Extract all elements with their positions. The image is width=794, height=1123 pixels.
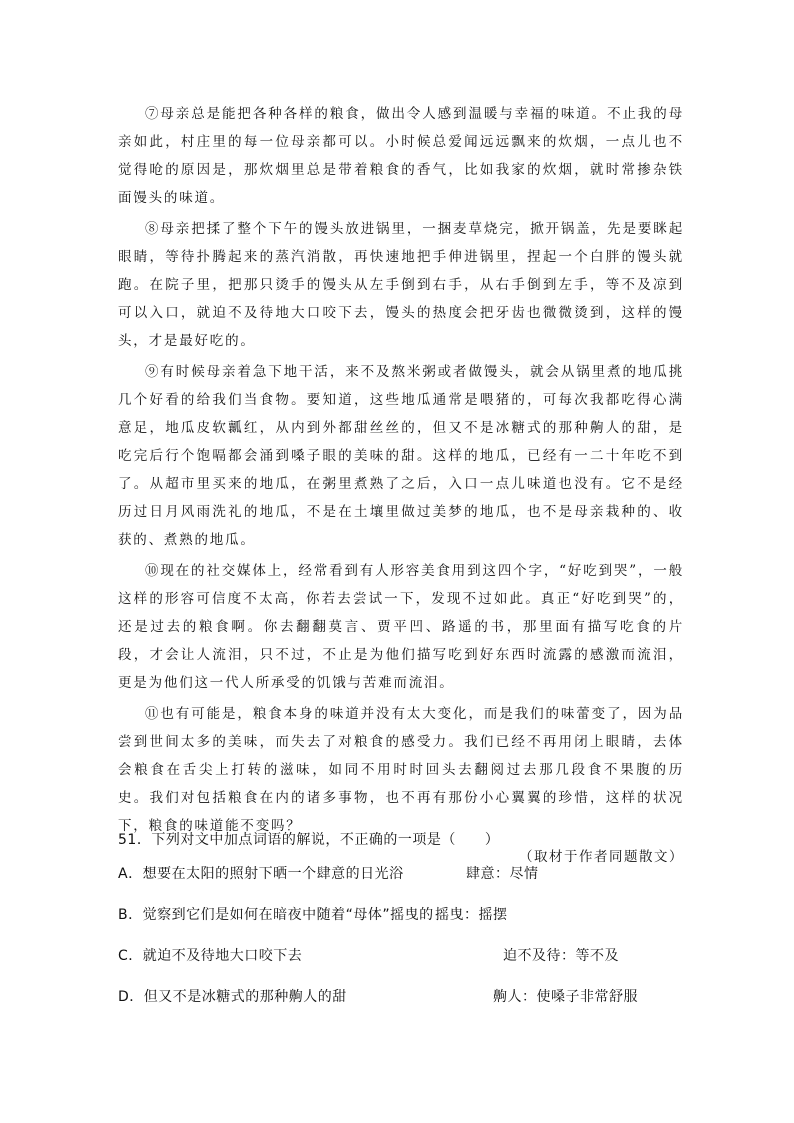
option-b (118, 895, 684, 936)
option-d (118, 977, 684, 1018)
option-c-gloss: 迫不及待：等不及 (503, 948, 619, 964)
option-a (118, 854, 684, 895)
paragraph-7: ⑦母亲总是能把各种各样的粮食，做出令人感到温暖与幸福的味道。不止我的母亲如此，村庄里的每一位母亲都可以。小时候总爱闻远远飘来的炊烟，一点儿也不觉得呛的原因是，那炊烟里总是带着粮食的香气，比如我家的炊烟，就时常掺杂铁面馒头的味道。 (118, 106, 684, 206)
option-a-gloss: 肆意：尽情 (466, 866, 539, 882)
paragraph-10: ⑩现在的社交媒体上，经常看到有人形容美食用到这四个字，“好吃到哭”，一般这样的形容可信度不太高，你若去尝试一下，发现不过如此。真正“好吃到哭”的，还是过去的粮食啊。你去翻翻莫言、贾平凹、路遥的书，那里面有描写吃食的片段，才会让人流泪，只不过，不止是为他们描写吃到好东西时流露的感激而流泪，更是为他们这一代人所承受的饥饿与苦难而流泪。 (118, 563, 684, 691)
option-c-text: C．就迫不及待地大口咬下去 (118, 948, 303, 964)
question-51 (118, 826, 684, 1018)
option-d-gloss: 齁人：使嗓子非常舒服 (493, 989, 638, 1005)
question-stem: 51．下列对文中加点词语的解说，不正确的一项是（ ） (118, 832, 500, 848)
option-d-text: D．但又不是冰糖式的那种齁人的甜 (118, 989, 347, 1005)
paragraph-11: ⑪也有可能是，粮食本身的味道并没有太大变化，而是我们的味蕾变了，因为品尝到世间太多的美味，而失去了对粮食的感受力。我们已经不再用闭上眼睛，去体会粮食在舌尖上打转的滋味，如同不用时时回头去翻阅过去那几段食不果腹的历史。我们对包括粮食在内的诸多事物，也不再有那份小心翼翼的珍惜，这样的状况下，粮食的味道能不变吗？ (118, 706, 684, 834)
paragraph-9: ⑨有时候母亲着急下地干活，来不及熬米粥或者做馒头，就会从锅里煮的地瓜挑几个好看的给我们当食物。要知道，这些地瓜通常是喂猪的，可每次我都吃得心满意足，地瓜皮软瓤红，从内到外都甜丝丝的，但又不是冰糖式的那种齁人的甜，是吃完后行个饱嗝都会涌到嗓子眼的美味的甜。这样的地瓜，已经有一二十年吃不到了。从超市里买来的地瓜，在粥里煮熟了之后，入口一点儿味道也没有。它不是经历过日月风雨洗礼的地瓜，不是在土壤里做过美梦的地瓜，也不是母亲栽种的、收获的、煮熟的地瓜。 (118, 364, 684, 548)
source-note: （取材于作者同题散文） (519, 849, 684, 865)
option-b-text: B．觉察到它们是如何在暗夜中随着“母体”摇曳的 (118, 907, 434, 923)
option-b-gloss: 摇曳：摇摆 (435, 907, 508, 923)
option-a-text: A．想要在太阳的照射下晒一个肆意的日光浴 (118, 866, 404, 882)
option-c (118, 936, 684, 977)
paragraph-8: ⑧母亲把揉了整个下午的馒头放进锅里，一捆麦草烧完，掀开锅盖，先是要眯起眼睛，等待扑腾起来的蒸汽消散，再快速地把手伸进锅里，捏起一个白胖的馒头就跑。在院子里，把那只烫手的馒头从左手倒到右手，从右手倒到左手，等不及凉到可以入口，就迫不及待地大口咬下去，馒头的热度会把牙齿也微微烫到，这样的馒头，才是最好吃的。 (118, 221, 684, 349)
reading-passage (118, 100, 684, 871)
